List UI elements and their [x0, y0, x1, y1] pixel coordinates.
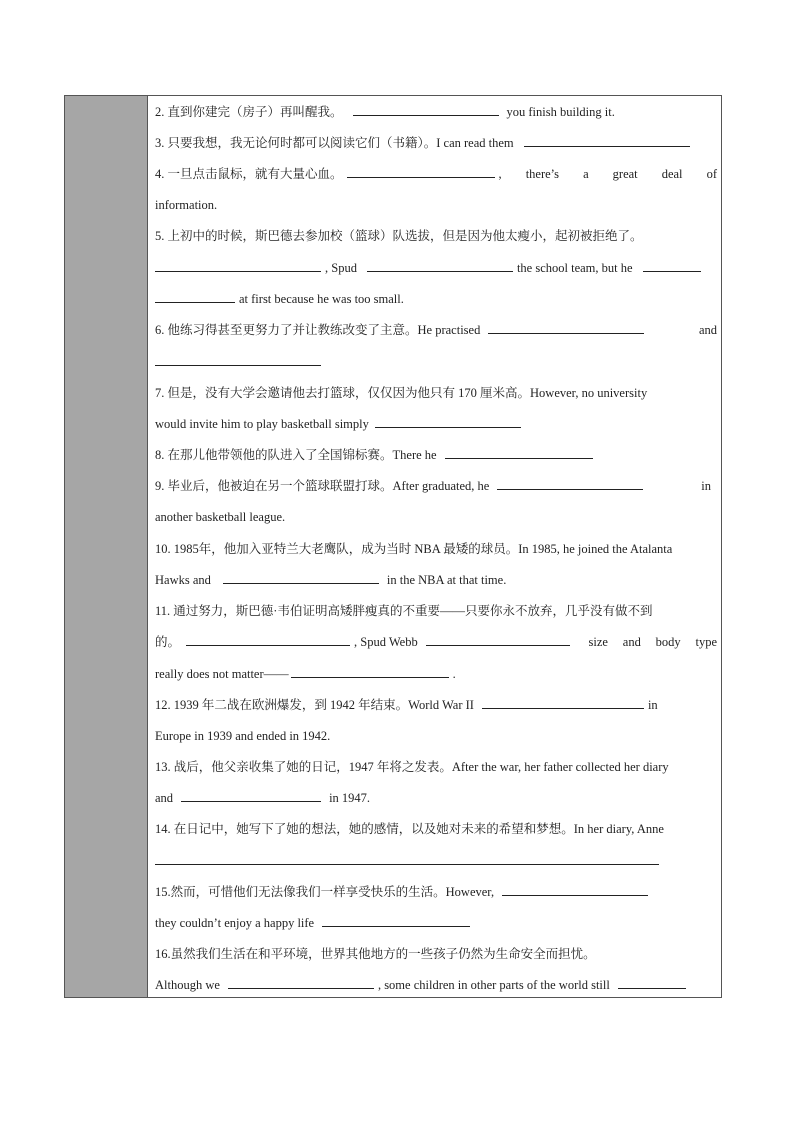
- q5-team: the school team, but he: [516, 261, 633, 275]
- q8-chinese: 8. 在那儿他带领他的队进入了全国锦标赛。: [155, 448, 393, 462]
- q14-blank[interactable]: [155, 850, 659, 865]
- q16-chinese: 16.虽然我们生活在和平环境，世界其他地方的一些孩子仍然为生命安全而担忧。: [155, 947, 596, 961]
- question-5: [155, 225, 717, 247]
- q13-and: and: [155, 791, 174, 805]
- q11-word-4: type: [695, 635, 717, 649]
- gray-side-column: [65, 96, 148, 997]
- q8-english: There he: [392, 448, 437, 462]
- q10-nba: in the NBA at that time.: [386, 573, 507, 587]
- q11-blank-1[interactable]: [186, 631, 350, 646]
- q4-chinese: 4. 一旦点击鼠标，就有大量心血。: [155, 167, 343, 181]
- question-12: [155, 694, 717, 716]
- q13-chinese: 13. 战后，他父亲收集了她的日记，1947 年将之发表。: [155, 760, 452, 774]
- q3-chinese: 3. 只要我想，我无论何时都可以阅读它们（书籍）。: [155, 136, 437, 150]
- question-7: [155, 382, 717, 404]
- q7-chinese: 7. 但是，没有大学会邀请他去打篮球，仅仅因为他只有 170 厘米高。: [155, 386, 531, 400]
- q7-english: However, no university: [530, 386, 648, 400]
- q4-word-2: a: [583, 167, 589, 181]
- q4-blank[interactable]: [347, 163, 495, 178]
- question-11: [155, 600, 717, 622]
- q12-english: World War II: [408, 698, 474, 712]
- q5-blank-3[interactable]: [643, 257, 701, 272]
- q12-in: in: [647, 698, 658, 712]
- question-5-line-3: [155, 288, 717, 310]
- question-5-line-2: [155, 257, 717, 279]
- q4-english-2: information.: [155, 198, 218, 212]
- q7-english-2: would invite him to play basketball simply: [155, 417, 369, 431]
- q15-blank-2[interactable]: [322, 912, 470, 927]
- q15-english: However,: [445, 885, 495, 899]
- question-15: [155, 881, 717, 903]
- q9-english: After graduated, he: [392, 479, 490, 493]
- q11-dot: .: [452, 667, 456, 681]
- question-9: [155, 475, 717, 497]
- q6-blank-1[interactable]: [488, 319, 644, 334]
- q12-english-2: Europe in 1939 and ended in 1942.: [155, 729, 331, 743]
- q2-english: you finish building it.: [506, 105, 615, 119]
- q4-word-3: great: [612, 167, 638, 181]
- question-8: [155, 444, 717, 466]
- q6-and: and: [698, 323, 717, 337]
- question-9-line-2: [155, 506, 717, 528]
- q11-word-1: size: [588, 635, 608, 649]
- q2-chinese: 2. 直到你建完（房子）再叫醒我。: [155, 105, 343, 119]
- q11-blank-3[interactable]: [291, 663, 449, 678]
- question-11-line-2: [155, 631, 717, 653]
- question-4: [155, 163, 717, 185]
- q5-chinese: 5. 上初中的时候，斯巴德去参加校（篮球）队选拔，但是因为他太瘦小，起初被拒绝了。: [155, 229, 643, 243]
- q4-word-4: deal: [661, 167, 683, 181]
- question-6-line-2: [155, 351, 717, 373]
- q5-spud: , Spud: [325, 261, 357, 275]
- question-14: [155, 818, 717, 840]
- q6-chinese: 6. 他练习得甚至更努力了并让教练改变了主意。: [155, 323, 418, 337]
- question-12-line-2: [155, 725, 717, 747]
- question-13-line-2: [155, 787, 717, 809]
- question-10: [155, 538, 717, 560]
- q14-chinese: 14. 在日记中，她写下了她的想法，她的感情，以及她对未来的希望和梦想。: [155, 822, 574, 836]
- q4-word-1: there’s: [525, 167, 560, 181]
- q6-english: He practised: [417, 323, 481, 337]
- q11-chinese: 11. 通过努力，斯巴德·韦伯证明高矮胖瘦真的不重要——只要你永不放弃，几乎没有做不到: [155, 604, 653, 618]
- q15-blank-1[interactable]: [502, 881, 648, 896]
- question-15-line-2: [155, 912, 717, 934]
- question-2: [155, 101, 717, 123]
- q10-english: In 1985, he joined the Atalanta: [518, 542, 673, 556]
- q14-english: In her diary, Anne: [573, 822, 664, 836]
- q2-blank[interactable]: [353, 101, 499, 116]
- q10-blank[interactable]: [223, 569, 379, 584]
- question-6: [155, 319, 717, 341]
- q16-blank-1[interactable]: [228, 974, 374, 989]
- question-4-cont: [155, 194, 717, 216]
- q12-chinese: 12. 1939 年二战在欧洲爆发，到 1942 年结束。: [155, 698, 409, 712]
- question-14-line-2: [155, 850, 717, 872]
- question-11-line-3: [155, 663, 717, 685]
- q5-blank-1[interactable]: [155, 257, 321, 272]
- q7-blank[interactable]: [375, 413, 521, 428]
- q3-english: I can read them: [436, 136, 514, 150]
- q12-blank[interactable]: [482, 694, 644, 709]
- q3-blank[interactable]: [524, 132, 690, 147]
- q11-chinese-2: 的。: [155, 635, 181, 649]
- q4-chinese-with-blank: [155, 163, 502, 185]
- question-13: [155, 756, 717, 778]
- q9-chinese: 9. 毕业后，他被迫在另一个篮球联盟打球。: [155, 479, 393, 493]
- q4-comma: ,: [498, 167, 502, 181]
- q11-word-2: and: [622, 635, 641, 649]
- q11-word-3: body: [655, 635, 681, 649]
- q4-word-5: of: [706, 167, 717, 181]
- q15-chinese: 15.然而，可惜他们无法像我们一样享受快乐的生活。: [155, 885, 446, 899]
- question-10-line-2: [155, 569, 717, 591]
- q11-english-2: really does not matter——: [155, 667, 289, 681]
- q13-year: in 1947.: [329, 791, 371, 805]
- q9-english-2: another basketball league.: [155, 510, 286, 524]
- q16-blank-2[interactable]: [618, 974, 686, 989]
- q16-english-2: , some children in other parts of the world still: [377, 978, 610, 992]
- q6-blank-2[interactable]: [155, 351, 321, 366]
- q5-blank-2[interactable]: [367, 257, 513, 272]
- q16-english: Although we: [155, 978, 220, 992]
- question-16-line-2: [155, 974, 717, 996]
- q11-spud: , Spud Webb: [354, 635, 418, 649]
- q8-blank[interactable]: [445, 444, 593, 459]
- q5-blank-4[interactable]: [155, 288, 235, 303]
- q15-english-2: they couldn’t enjoy a happy life: [155, 916, 315, 930]
- q13-english: After the war, her father collected her diary: [451, 760, 669, 774]
- worksheet-table: [64, 95, 722, 998]
- question-7-line-2: [155, 413, 717, 435]
- q13-blank[interactable]: [181, 787, 321, 802]
- q9-blank[interactable]: [497, 475, 643, 490]
- q10-chinese: 10. 1985年，他加入亚特兰大老鹰队，成为当时 NBA 最矮的球员。: [155, 542, 519, 556]
- q10-hawks: Hawks and: [155, 573, 211, 587]
- q5-first: at first because he was too small.: [239, 292, 404, 306]
- question-3: [155, 132, 717, 154]
- question-16: [155, 943, 717, 965]
- q9-in: in: [701, 479, 711, 493]
- q11-blank-2[interactable]: [426, 631, 570, 646]
- q11-part-1: [155, 631, 574, 653]
